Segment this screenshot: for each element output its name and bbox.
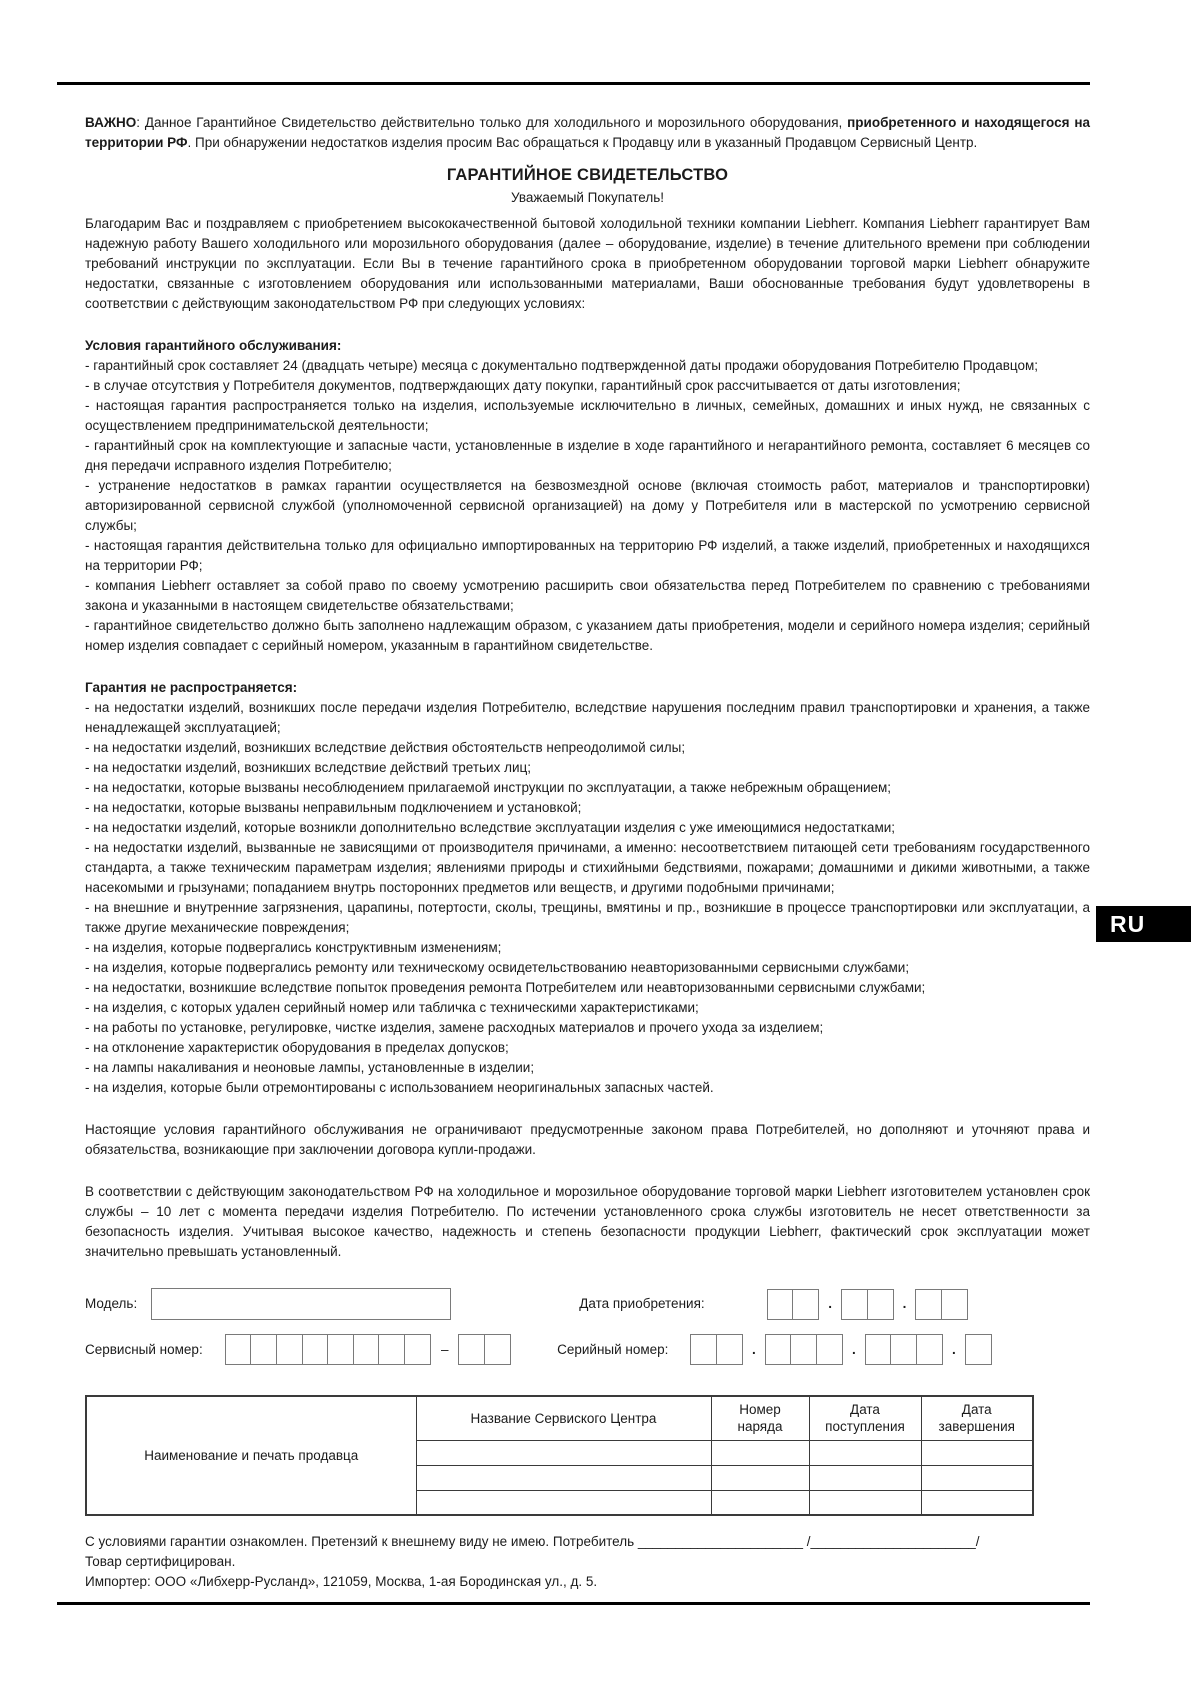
input-cell: [915, 1289, 942, 1320]
serial-dot: .: [752, 1341, 756, 1357]
page-title: ГАРАНТИЙНОЕ СВИДЕТЕЛЬСТВО: [446, 166, 729, 184]
section-heading-terms: Условия гарантийного обслуживания:: [85, 338, 342, 353]
service-number-label: Сервисный номер:: [85, 1341, 203, 1357]
date-dot: .: [902, 1296, 907, 1311]
certified-line: Товар сертифицирован.: [85, 1554, 236, 1569]
serial-dot: .: [951, 1341, 956, 1357]
important-notice: [85, 113, 1090, 153]
input-cell: [767, 1289, 794, 1320]
serial-number-group-2: [765, 1334, 843, 1365]
importer-line: Импортер: ООО «Либхерр-Русланд», 121059, Москва, 1-ая Бородинская ул., д. 5.: [85, 1574, 598, 1589]
seller-stamp-label: Наименование и печать продавца: [144, 1447, 359, 1463]
empty-cell: [921, 1490, 1033, 1515]
model-label: Модель:: [85, 1296, 138, 1311]
exclusions-item: - на недостатки, возникшие вследствие попыток проведения ремонта Потребителем или неавторизованными сервисными службами;: [85, 980, 926, 995]
document-content: [85, 113, 1090, 1605]
input-cell: [302, 1334, 329, 1365]
top-rule: [57, 82, 1090, 85]
exclusions-item: - на изделия, которые подвергались конструктивным изменениям;: [85, 940, 502, 955]
input-cell: [327, 1334, 354, 1365]
exclusions-item: - на недостатки изделий, вызванные не зависящими от производителя причинами, а именно: несоответствием питающей сети требованиям государственного стандарта, а также техническим параметрам изделия; явлениями природы и стихийными бедствиями, пожарами; домашними и дикими животными, а также насекомыми и грызунами; попаданием внутрь посторонних предметов или веществ, и другими подобными причинами;: [85, 840, 1090, 895]
exclusions-item: - на изделия, с которых удален серийный номер или табличка с техническими характеристиками;: [85, 1000, 699, 1015]
empty-cell: [711, 1440, 809, 1465]
purchase-date-year-cells: [915, 1289, 968, 1320]
serial-dot: .: [852, 1341, 856, 1357]
closing-paragraph-2: В соответствии с действующим законодательством РФ на холодильное и морозильное оборудование торговой марки Liebherr изготовителем установлен срок службы – 10 лет с момента передачи изделия Потребителю. По истечении установленного срока службы изготовитель не несет ответственности за безопасность изделия. Учитывая высокое качество, надежность и степень безопасности продукции Liebherr, фактический срок эксплуатации может значительно превышать установленный.: [85, 1184, 1090, 1259]
exclusions-item: - на недостатки, которые вызваны неправильным подключением и установкой;: [85, 800, 582, 815]
exclusions-item: - на недостатки изделий, возникших вследствие действия обстоятельств непреодолимой силы;: [85, 740, 686, 755]
terms-item: - настоящая гарантия действительна только для официально импортированных на территорию РФ изделий, а также изделий, приобретенных и находящихся на территории РФ;: [85, 538, 1090, 573]
input-cell: [690, 1334, 717, 1365]
input-cell: [353, 1334, 380, 1365]
column-header-date-completed: Дата завершения: [921, 1396, 1033, 1440]
input-cell: [765, 1334, 792, 1365]
exclusions-item: - на отклонение характеристик оборудования в пределах допусков;: [85, 1040, 509, 1055]
empty-cell: [809, 1490, 921, 1515]
terms-item: - гарантийное свидетельство должно быть заполнено надлежащим образом, с указанием даты приобретения, модели и серийного номера изделия; серийный номер изделия совпадает с серийный номером, указанным в гарантийном свидетельстве.: [85, 618, 1090, 653]
column-header-order-number: Номер наряда: [711, 1396, 809, 1440]
exclusions-item: - на изделия, которые подвергались ремонту или техническому освидетельствованию неавторизованными сервисными службами;: [85, 960, 910, 975]
exclusions-item: - на лампы накаливания и неоновые лампы, установленные в изделии;: [85, 1060, 535, 1075]
section-heading-exclusions: Гарантия не распространяется:: [85, 680, 298, 695]
service-number-cells: [225, 1334, 431, 1365]
input-cell: [816, 1334, 843, 1365]
seller-stamp-cell: [86, 1396, 416, 1515]
purchase-date-month-cells: [841, 1289, 894, 1320]
service-number-suffix-cells: [458, 1334, 511, 1365]
terms-item: - гарантийный срок составляет 24 (двадцать четыре) месяца с документально подтвержденной даты продажи оборудования Потребителю Продавцом;: [85, 358, 1038, 373]
input-cell: [865, 1334, 892, 1365]
exclusions-item: - на работы по установке, регулировке, чистке изделия, замене расходных материалов и прочего ухода за изделием;: [85, 1020, 824, 1035]
empty-cell: [921, 1440, 1033, 1465]
input-cell: [941, 1289, 968, 1320]
terms-item: - гарантийный срок на комплектующие и запасные части, установленные в изделие в ходе гарантийного и негарантийного ремонта, составляет 6 месяцев со дня передачи исправного изделия Потребителю;: [85, 438, 1090, 473]
purchase-date-day-cells: [767, 1289, 820, 1320]
serial-number-group-4: [965, 1334, 992, 1365]
serial-number-label: Серийный номер:: [557, 1341, 669, 1357]
fill-in-form: [85, 1288, 1090, 1365]
input-cell: [716, 1334, 743, 1365]
input-cell: [404, 1334, 431, 1365]
input-cell: [378, 1334, 405, 1365]
form-row-model-date: [85, 1288, 1090, 1320]
section-warranty-terms: [85, 336, 1090, 656]
exclusions-item: - на недостатки изделий, возникших после передачи изделия Потребителю, вследствие нарушения последним правил транспортировки и хранения, а также ненадлежащей эксплуатацией;: [85, 700, 1090, 735]
empty-cell: [921, 1465, 1033, 1490]
important-text-1: : Данное Гарантийное Свидетельство действительно только для холодильного и морозильного оборудования,: [136, 115, 848, 130]
intro-paragraph: Благодарим Вас и поздравляем с приобретением высококачественной бытовой холодильной техники компании Liebherr. Компания Liebherr гарантирует Вам надежную работу Вашего холодильного или морозильного оборудования (далее – оборудование, изделие) в течение длительного времени при соблюдении требований инструкции по эксплуатации. Если Вы в течение гарантийного срока в приобретенном оборудовании торговой марки Liebherr обнаружите недостатки, связанные с изготовлением оборудования или использованными материалами, Ваши обоснованные требования будут удовлетворены в соответствии с действующим законодательством РФ при следующих условиях:: [85, 216, 1090, 311]
exclusions-list: [85, 698, 1090, 1098]
input-cell: [965, 1334, 992, 1365]
form-row-numbers: [85, 1334, 1090, 1365]
terms-item: - в случае отсутствия у Потребителя документов, подтверждающих дату покупки, гарантийный срок рассчитывается от даты изготовления;: [85, 378, 961, 393]
input-cell: [790, 1334, 817, 1365]
terms-item: - настоящая гарантия распространяется только на изделия, используемые исключительно в личных, семейных, домашних и иных нужд, не связанных с осуществлением предпринимательской деятельности;: [85, 398, 1090, 433]
exclusions-item: - на изделия, которые были отремонтированы с использованием неоригинальных запасных частей.: [85, 1080, 714, 1095]
exclusions-item: - на недостатки, которые вызваны несоблюдением прилагаемой инструкции по эксплуатации, а также небрежным обращением;: [85, 780, 892, 795]
input-cell: [225, 1334, 252, 1365]
exclusions-item: - на недостатки изделий, которые возникли дополнительно вследствие эксплуатации изделия с уже имеющимися недостатками;: [85, 820, 896, 835]
exclusions-item: - на внешние и внутренние загрязнения, царапины, потертости, сколы, трещины, вмятины и пр., возникшие в процессе транспортировки или эксплуатации, а также другие механические повреждения;: [85, 900, 1090, 935]
model-input-box: [151, 1288, 451, 1320]
input-cell: [250, 1334, 277, 1365]
exclusions-item: - на недостатки изделий, возникших вследствие действий третьих лиц;: [85, 760, 531, 775]
salutation: Уважаемый Покупатель!: [511, 190, 664, 205]
consumer-signature-line: С условиями гарантии ознакомлен. Претензий к внешнему виду не имею. Потребитель ______________________ /______________________/: [85, 1534, 980, 1549]
closing-paragraph-1: Настоящие условия гарантийного обслуживания не ограничивают предусмотренные законом права Потребителей, но дополняют и уточняют права и обязательства, возникающие при заключении договора купли-продажи.: [85, 1122, 1090, 1157]
serial-number-group-1: [690, 1334, 743, 1365]
empty-cell: [711, 1465, 809, 1490]
section-warranty-exclusions: [85, 678, 1090, 1098]
purchase-date-label: Дата приобретения:: [579, 1296, 705, 1311]
input-cell: [792, 1289, 819, 1320]
empty-cell: [809, 1465, 921, 1490]
empty-cell: [416, 1465, 711, 1490]
footer-block: [85, 1532, 1090, 1592]
bottom-rule: [57, 1602, 1090, 1605]
input-cell: [458, 1334, 485, 1365]
empty-cell: [416, 1490, 711, 1515]
input-cell: [867, 1289, 894, 1320]
input-cell: [484, 1334, 511, 1365]
important-bold-phrase: приобретенного и находящегося на территории РФ: [85, 115, 1090, 150]
input-cell: [841, 1289, 868, 1320]
date-dot: .: [828, 1296, 833, 1311]
column-header-date-received: Дата поступления: [809, 1396, 921, 1440]
serial-number-group-3: [865, 1334, 943, 1365]
terms-item: - компания Liebherr оставляет за собой право по своему усмотрению расширить свои обязательства перед Потребителем по сравнению с требованиями закона и указанными в настоящем свидетельстве обязательствами;: [85, 578, 1090, 613]
empty-cell: [711, 1490, 809, 1515]
terms-list: [85, 356, 1090, 656]
empty-cell: [809, 1440, 921, 1465]
service-center-table: [85, 1395, 1034, 1516]
important-text-2: . При обнаружении недостатков изделия просим Вас обращаться к Продавцу или в указанный Продавцом Сервисный Центр.: [187, 135, 978, 150]
language-badge-ru: RU: [1096, 906, 1191, 942]
input-cell: [276, 1334, 303, 1365]
important-label: ВАЖНО: [85, 115, 137, 130]
input-cell: [890, 1334, 917, 1365]
empty-cell: [416, 1440, 711, 1465]
column-header-service-center: Название Сервиского Центра: [416, 1396, 711, 1440]
terms-item: - устранение недостатков в рамках гарантии осуществляется на безвозмездной основе (включая стоимость работ, материалов и транспортировки) авторизированной сервисной службой (уполномоченной сервисной организацией) на дому у Потребителя или в мастерской по усмотрению сервисной службы;: [85, 478, 1090, 533]
input-cell: [916, 1334, 943, 1365]
service-number-dash: –: [440, 1341, 449, 1357]
